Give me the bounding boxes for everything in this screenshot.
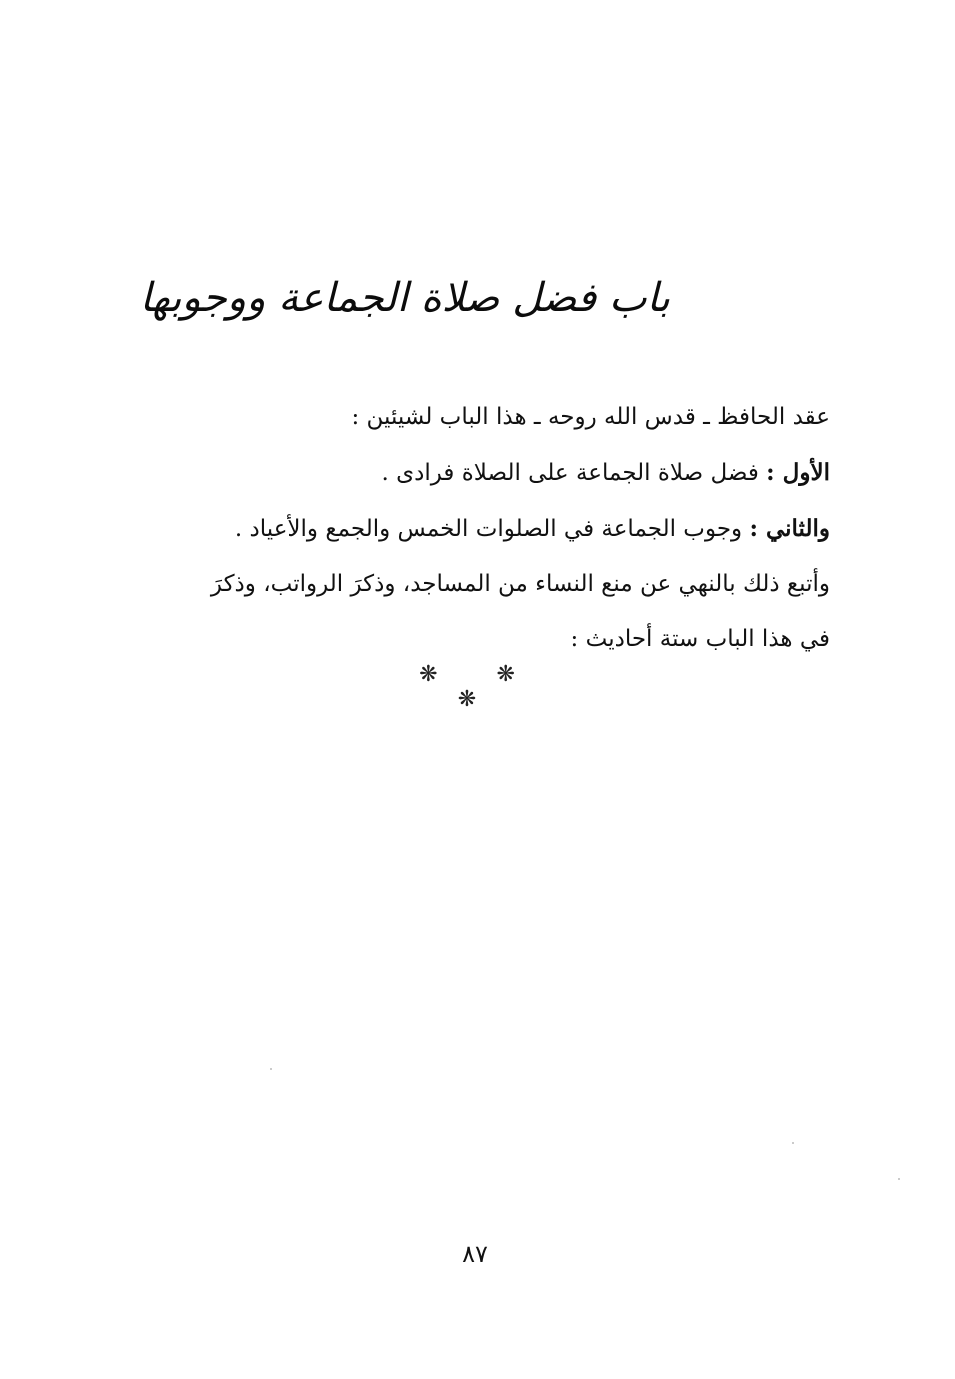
- closing-line-1: وأتبع ذلك بالنهي عن منع النساء من المساجد، وذكرَ الرواتب، وذكرَ: [210, 571, 830, 597]
- section-separator: ❋ ❋ ❋: [419, 662, 541, 712]
- scan-speck: [270, 1068, 272, 1070]
- second-point-paragraph: [110, 501, 830, 557]
- page-number: ٨٧: [462, 1240, 488, 1268]
- chapter-title: باب فضل صلاة الجماعة ووجوبها: [139, 275, 670, 321]
- closing-line-2: في هذا الباب ستة أحاديث :: [570, 626, 830, 652]
- body-text: [110, 390, 830, 667]
- scan-speck: [792, 1142, 794, 1144]
- intro-paragraph: [110, 390, 830, 445]
- first-point-text: فضل صلاة الجماعة على الصلاة فرادى .: [381, 460, 767, 486]
- closing-paragraph: [110, 557, 830, 667]
- first-point-lead: الأول :: [766, 459, 830, 486]
- scan-speck: [898, 1178, 900, 1180]
- intro-text: عقد الحافظ ـ قدس الله روحه ـ هذا الباب لشيئين :: [351, 404, 830, 430]
- second-point-lead: والثاني :: [749, 515, 830, 542]
- first-point-paragraph: [110, 445, 830, 501]
- second-point-text: وجوب الجماعة في الصلوات الخمس والجمع والأعياد .: [234, 516, 750, 542]
